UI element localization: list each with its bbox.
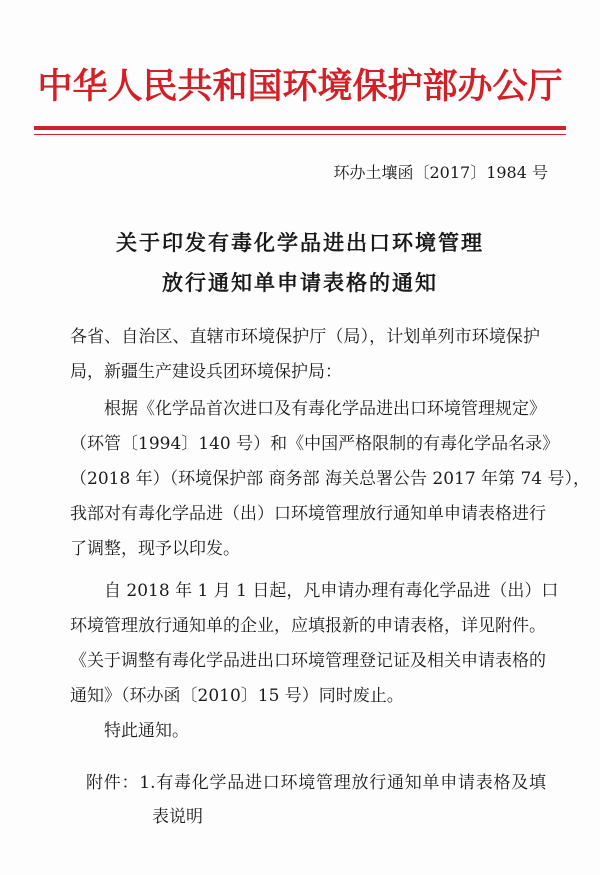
closing-remark — [70, 714, 540, 749]
paragraph-line: 《关于调整有毒化学品进出口环境管理登记证及相关申请表格的 — [70, 651, 546, 671]
salutation-line: 局，新疆生产建设兵团环境保护局： — [70, 362, 342, 382]
header-red-rule-thick — [34, 126, 566, 130]
document-title-line-2: 放行通知单申请表格的通知 — [162, 271, 438, 295]
document-title-line-1: 关于印发有毒化学品进出口环境管理 — [116, 231, 484, 255]
paragraph-line: 我部对有毒化学品进（出）口环境管理放行通知单申请表格进行 — [70, 504, 546, 524]
document-number: 环办土壤函〔2017〕1984 号 — [333, 163, 548, 182]
paragraph-line: （2018 年）（环境保护部 商务部 海关总署公告 2017 年第 74 号）， — [70, 469, 590, 489]
paragraph-line: 通知》（环办函〔2010〕15 号）同时废止。 — [70, 686, 404, 706]
paragraph-line: 了调整，现予以印发。 — [70, 539, 240, 559]
paragraph-line: 自 2018 年 1 月 1 日起，凡申请办理有毒化学品进（出）口 — [104, 581, 559, 601]
attachment-item-continued — [152, 800, 532, 835]
paragraph-line: 根据《化学品首次进口及有毒化学品进出口环境管理规定》 — [104, 399, 546, 419]
body-paragraph-1 — [70, 392, 590, 567]
attachment-line: 表说明 — [152, 807, 203, 827]
paragraph-line: （环管〔1994〕140 号）和《中国严格限制的有毒化学品名录》 — [70, 434, 560, 454]
attachment-line: 附件：1.有毒化学品进口环境管理放行通知单申请表格及填 — [86, 773, 546, 793]
issuing-authority-header: 中华人民共和国环境保护部办公厅 — [37, 67, 563, 107]
salutation — [70, 320, 540, 390]
header-red-rule-thin — [34, 134, 566, 135]
salutation-line: 各省、自治区、直辖市环境保护厅（局），计划单列市环境保护 — [70, 327, 540, 347]
closing-line: 特此通知。 — [104, 721, 189, 741]
paragraph-line: 环境管理放行通知单的企业，应填报新的申请表格，详见附件。 — [70, 616, 546, 636]
attachment-item — [86, 766, 546, 801]
body-paragraph-2 — [70, 574, 559, 714]
